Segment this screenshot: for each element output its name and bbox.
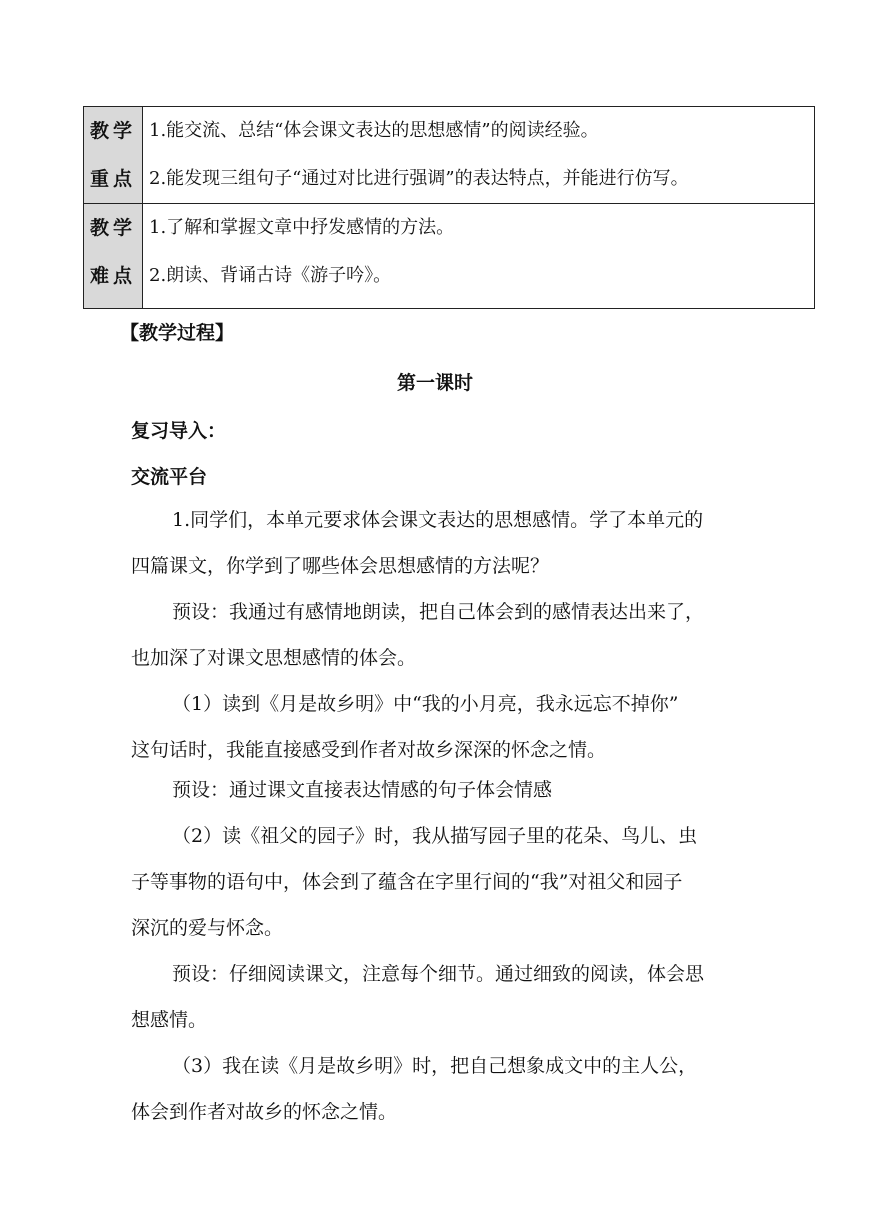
paragraph <box>131 1043 751 1135</box>
paragraph-line: 体会到作者对故乡的怀念之情。 <box>131 1101 398 1123</box>
paragraph-line: （2）读《祖父的园子》时，我从描写园子里的花朵、鸟儿、虫 <box>172 825 698 847</box>
paragraph <box>131 681 751 773</box>
paragraph-line: 子等事物的语句中，体会到了蕴含在字里行间的“我”对祖父和园子 <box>131 871 683 893</box>
paragraph-line: 想感情。 <box>131 1009 208 1031</box>
paragraph-line: 1.同学们，本单元要求体会课文表达的思想感情。学了本单元的 <box>172 509 704 531</box>
content-line: 2.能发现三组句子“通过对比进行强调”的表达特点，并能进行仿写。 <box>149 168 689 189</box>
paragraph-line: （1）读到《月是故乡明》中“我的小月亮，我永远忘不掉你” <box>172 693 679 715</box>
section-heading: 【教学过程】 <box>120 322 235 344</box>
paragraph <box>131 951 751 1043</box>
table-row-difficulties <box>84 204 815 309</box>
table-row-key-points <box>84 107 815 204</box>
paragraph-line: 四篇课文，你学到了哪些体会思想感情的方法呢？ <box>131 555 550 577</box>
paragraph-line: 这句话时，我能直接感受到作者对故乡深深的怀念之情。 <box>131 739 607 761</box>
row-content-difficulties <box>143 204 815 309</box>
paragraph <box>131 767 751 813</box>
paragraph <box>131 589 751 681</box>
label-line: 教学 <box>89 217 136 239</box>
teaching-goals-table <box>83 106 815 309</box>
label-line: 教学 <box>89 120 136 142</box>
label-line: 重点 <box>89 168 136 190</box>
paragraph-line: 预设：通过课文直接表达情感的句子体会情感 <box>172 779 553 801</box>
paragraph-line: 也加深了对课文思想感情的体会。 <box>131 647 417 669</box>
review-heading: 复习导入： <box>131 420 227 442</box>
paragraph-line: 预设：我通过有感情地朗读，把自己体会到的感情表达出来了， <box>172 601 705 623</box>
content-line: 1.能交流、总结“体会课文表达的思想感情”的阅读经验。 <box>149 120 599 141</box>
content-line: 2.朗读、背诵古诗《游子吟》。 <box>149 265 392 286</box>
paragraph <box>131 497 751 589</box>
paragraph <box>131 813 751 951</box>
row-label-difficulties <box>84 204 143 309</box>
row-content-key-points <box>143 107 815 204</box>
label-line: 难点 <box>89 265 136 287</box>
paragraph-line: （3）我在读《月是故乡明》时，把自己想象成文中的主人公， <box>172 1055 698 1077</box>
paragraph-line: 预设：仔细阅读课文，注意每个细节。通过细致的阅读，体会思 <box>172 963 705 985</box>
lesson-title: 第一课时 <box>396 372 473 394</box>
paragraph-line: 深沉的爱与怀念。 <box>131 917 284 939</box>
row-label-key-points <box>84 107 143 204</box>
content-line: 1.了解和掌握文章中抒发感情的方法。 <box>149 217 455 238</box>
platform-heading: 交流平台 <box>131 466 208 488</box>
